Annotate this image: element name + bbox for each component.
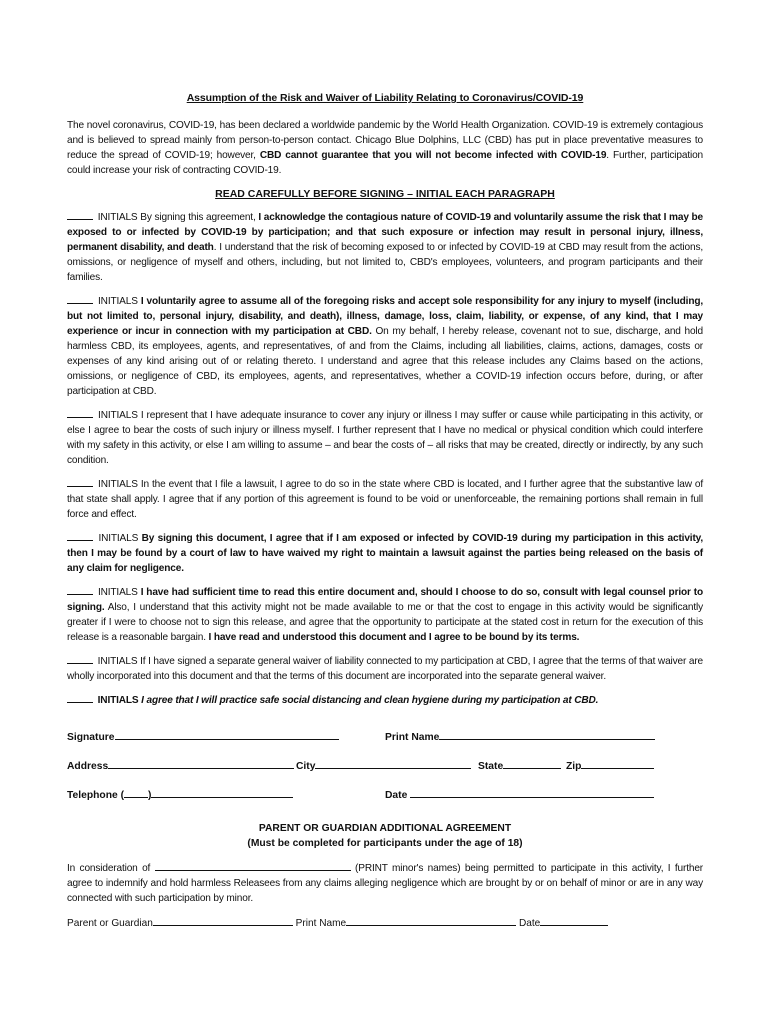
initials-blank[interactable] (67, 477, 93, 487)
initials-blank[interactable] (67, 294, 93, 304)
initials-blank[interactable] (67, 210, 93, 220)
paragraph-general-waiver: INITIALS If I have signed a separate general waiver of liability connected to my participation at CBD, I agree that the terms of that waiver are wholly incorporated into this document and that the terms of this document are incorporated into the separate general waiver. (67, 656, 703, 682)
initials-blank[interactable] (67, 531, 93, 541)
paragraph-insurance: INITIALS I represent that I have adequate insurance to cover any injury or illness I may suffer or cause while participating in this activity, or else I agree to bear the costs of such injury or illness myself. I further represent that I have no medical or physical condition which could interfere with my safety in this activity, or else I am willing to assume – and bear the costs of – all risks that may be created, directly or indirectly, by any such condition. (67, 410, 703, 466)
paragraph-waived-right: INITIALS By signing this document, I agree that if I am exposed or infected by COVID-19 during my participation in this activity, then I may be found by a court of law to have waived my right to maintain a lawsuit against the parties being released on the basis of any claim for negligence. (67, 533, 704, 574)
intro-paragraph: The novel coronavirus, COVID-19, has been declared a worldwide pandemic by the World Health Organization. COVID-19 is extremely contagious and is believed to spread mainly from person-to-person contact. Chicago Blue Dolphins, LLC (CBD) has put in place preventative measures to reduce the spread of COVID-19; however, CBD cannot guarantee that you will not become infected with COVID-19. Further, participation could increase your risk of contracting COVID-19. (67, 120, 704, 176)
paragraph-assume-risk: INITIALS I voluntarily agree to assume all of the foregoing risks and accept sole responsibility for any injury to myself (including, but not limited to, personal injury, disability, and death), illness, damage, loss, claim, liability, or expense, of any kind, that I may experience or incur in connection with my participation at CBD. On my behalf, I hereby release, covenant not to sue, discharge, and hold harmless CBD, its employees, agents, and representatives, of and from the Claims, including all liabilities, claims, actions, damages, costs or expenses of any kind arising out of or relating thereto. I understand and agree that this release includes any Claims based on the actions, omissions, or negligence of CBD, its employees, agents, and representatives, whether a COVID-19 infection occurs before, during, or after participation at CBD. (67, 296, 704, 397)
parent-agreement-paragraph: In consideration of (PRINT minor's names) being permitted to participate in this activity, I further agree to indemnify and hold harmless Releasees from any claims alleging negligence which are brought by or on behalf of minor or are in any way connected with such participation by minor. (67, 863, 703, 904)
state-field[interactable]: State (478, 757, 561, 772)
guardian-print-name-field[interactable] (346, 915, 516, 926)
initials-blank[interactable] (67, 408, 93, 418)
zip-field[interactable]: Zip (566, 757, 654, 772)
parent-agreement-subtitle: (Must be completed for participants under the age of 18) (247, 838, 523, 849)
parent-agreement-title: PARENT OR GUARDIAN ADDITIONAL AGREEMENT (258, 823, 512, 834)
minor-names-field[interactable] (155, 861, 351, 871)
document-title: Assumption of the Risk and Waiver of Liability Relating to Coronavirus/COVID-19 (186, 92, 584, 104)
telephone-field[interactable]: Telephone ( ) (67, 786, 293, 801)
initials-blank[interactable] (67, 585, 93, 595)
date-field[interactable]: Date (385, 786, 654, 801)
initials-blank[interactable] (67, 693, 93, 703)
address-field[interactable]: Address (67, 757, 294, 772)
guardian-date-field[interactable] (540, 915, 608, 926)
city-field[interactable]: City (296, 757, 471, 772)
initials-blank[interactable] (67, 654, 93, 664)
paragraph-lawsuit: INITIALS In the event that I file a lawsuit, I agree to do so in the state where CBD is located, and I further agree that the substantive law of that state shall apply. I agree that if any portion of this agreement is found to be void or unenforceable, the remaining portions shall remain in full force and effect. (67, 479, 704, 520)
signature-block (67, 728, 703, 815)
instruction-heading: READ CAREFULLY BEFORE SIGNING – INITIAL EACH PARAGRAPH (215, 188, 555, 200)
paragraph-acknowledge: INITIALS By signing this agreement, I acknowledge the contagious nature of COVID-19 and voluntarily assume the risk that I may be exposed to or infected by COVID-19 by participation; and that such exposure or infection may result in personal injury, illness, permanent disability, and death. I understand that the risk of becoming exposed to or infected by COVID-19 at CBD may result from the actions, omissions, or negligence of myself and others, including, but not limited to, CBD's employees, volunteers, and program participants and their families. (67, 212, 704, 283)
print-name-field[interactable]: Print Name (385, 728, 655, 743)
guardian-signature-field[interactable] (153, 915, 293, 926)
paragraph-social-distancing: INITIALS I agree that I will practice safe social distancing and clean hygiene during my participation at CBD. (67, 693, 703, 708)
paragraph-sufficient-time: INITIALS I have had sufficient time to read this entire document and, should I choose to do so, consult with legal counsel prior to signing. Also, I understand that this activity might not be made available to me or that the cost to engage in this activity would be significantly greater if I were to choose not to sign this release, and agree that the opportunity to participate at the stated cost in return for the execution of this release is a reasonable bargain. I have read and understood this document and I agree to be bound by its terms. (67, 587, 703, 643)
parent-agreement-heading (67, 821, 703, 851)
waiver-document (67, 92, 703, 929)
signature-field[interactable]: Signature (67, 728, 339, 743)
guardian-signature-row: Parent or Guardian Print Name Date (67, 915, 703, 929)
